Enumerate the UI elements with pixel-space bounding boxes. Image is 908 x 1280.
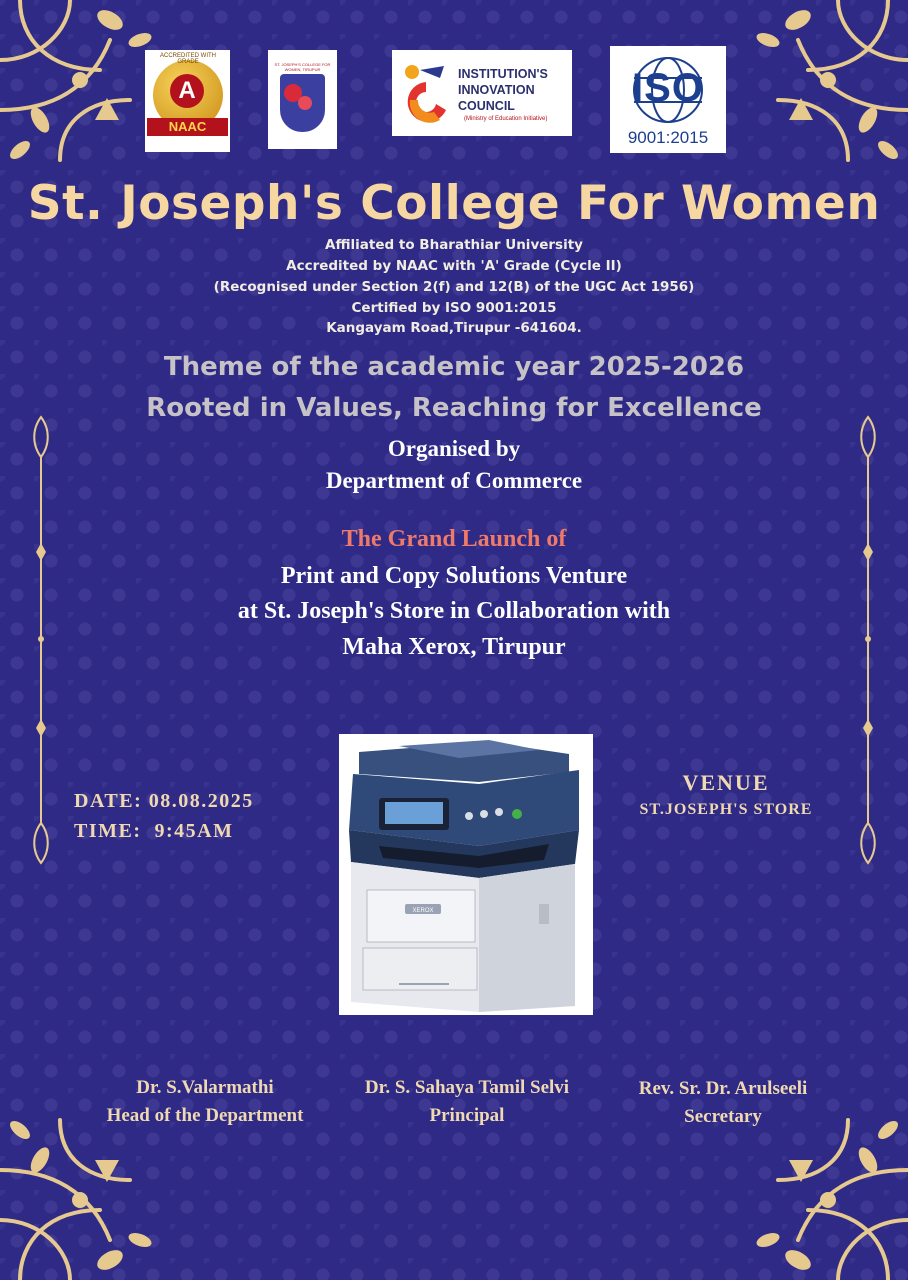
event-line-1: Print and Copy Solutions Venture bbox=[280, 563, 628, 589]
signatory-principal bbox=[336, 1074, 598, 1130]
iso-logo bbox=[610, 46, 726, 153]
signatory-name: Dr. S. Sahaya Tamil Selvi bbox=[364, 1077, 570, 1098]
signatory-role: Head of the Department bbox=[106, 1105, 304, 1126]
iic-line2: INNOVATION bbox=[458, 83, 535, 97]
naac-logo bbox=[145, 50, 230, 152]
signatory-hod bbox=[80, 1074, 330, 1130]
event-line-2: at St. Joseph's Store in Collaboration with bbox=[237, 598, 671, 624]
emblem-caption: ST. JOSEPH'S COLLEGE FOR WOMEN, TIRUPUR bbox=[274, 62, 331, 72]
iic-line1: INSTITUTION'S bbox=[458, 67, 548, 81]
affiliation-line: Affiliated to Bharathiar University bbox=[325, 237, 583, 253]
iso-word: ISO bbox=[632, 66, 704, 110]
signatory-role: Secretary bbox=[684, 1106, 762, 1127]
naac-ribbon: NAAC bbox=[147, 118, 228, 136]
signatory-name: Dr. S.Valarmathi bbox=[136, 1077, 274, 1098]
signatory-name: Rev. Sr. Dr. Arulseeli bbox=[638, 1078, 808, 1099]
floral-corner-bottom-right-icon bbox=[738, 1110, 908, 1280]
iic-mark-icon bbox=[400, 60, 452, 126]
venue-value: ST.JOSEPH'S STORE bbox=[639, 801, 813, 818]
signatory-secretary bbox=[606, 1075, 840, 1131]
address-line: Kangayam Road,Tirupur -641604. bbox=[326, 320, 582, 336]
printer-brand: XEROX bbox=[412, 908, 434, 914]
college-name: St. Joseph's College For Women bbox=[27, 176, 881, 231]
floral-corner-top-right-icon bbox=[738, 0, 908, 170]
event-line-3: Maha Xerox, Tirupur bbox=[342, 634, 566, 660]
theme-heading: Theme of the academic year 2025-2026 bbox=[163, 352, 745, 382]
recognition-line: (Recognised under Section 2(f) and 12(B) of the UGC Act 1956) bbox=[213, 279, 695, 295]
iic-logo bbox=[392, 50, 572, 136]
certification-line: Certified by ISO 9001:2015 bbox=[351, 300, 557, 316]
iic-subtitle: (Ministry of Education Initiative) bbox=[464, 116, 548, 122]
organising-department: Department of Commerce bbox=[325, 468, 583, 493]
iic-title bbox=[458, 66, 570, 114]
naac-grade: A bbox=[170, 74, 204, 108]
venue-label: VENUE bbox=[682, 770, 770, 795]
accreditation-line: Accredited by NAAC with 'A' Grade (Cycle II) bbox=[286, 258, 622, 274]
printer-icon bbox=[339, 734, 593, 1015]
naac-arc-text: ACCREDITED WITH GRADE bbox=[160, 53, 216, 65]
printer-image bbox=[339, 734, 593, 1015]
iic-line3: COUNCIL bbox=[458, 99, 515, 113]
event-time: TIME: 9:45AM bbox=[74, 820, 234, 842]
theme-motto: Rooted in Values, Reaching for Excellence bbox=[146, 393, 762, 423]
flower-icon bbox=[298, 96, 312, 110]
organised-by-label: Organised by bbox=[387, 436, 521, 461]
signatory-role: Principal bbox=[429, 1105, 505, 1126]
event-date: DATE: 08.08.2025 bbox=[74, 790, 254, 812]
event-title: The Grand Launch of bbox=[341, 526, 567, 552]
iso-number: 9001:2015 bbox=[627, 128, 709, 147]
floral-corner-bottom-left-icon bbox=[0, 1110, 170, 1280]
college-emblem-logo bbox=[268, 50, 337, 149]
